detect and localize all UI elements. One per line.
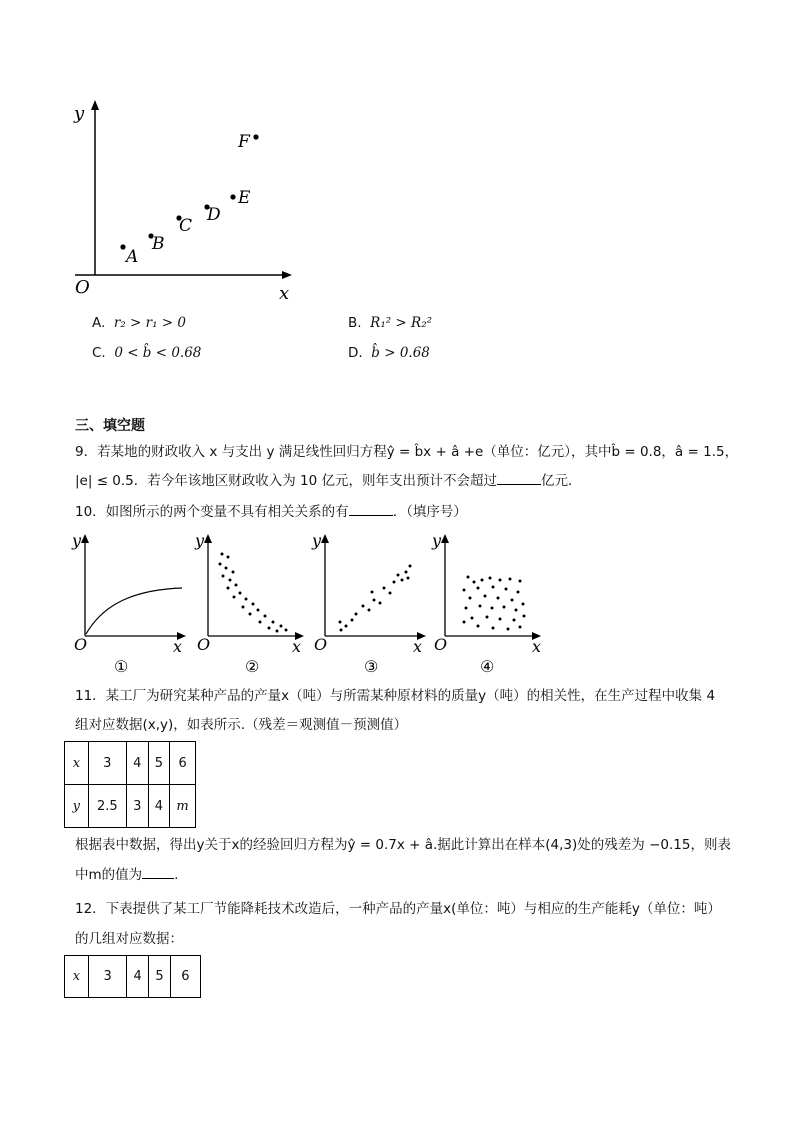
q11-answer-blank[interactable] [142,866,174,879]
q10-graph-4 [430,530,555,675]
table-cell: 6 [170,742,196,785]
table-cell: 6 [170,956,200,998]
q9-answer-blank[interactable] [497,472,541,485]
graph3-points [339,565,412,632]
origin-label: O [75,277,90,298]
q9-line1: 9．若某地的财政收入 x 与支出 y 满足线性回归方程ŷ = b̂x + â +e（单位：亿元），其中b̂ = 0.8，â = 1.5， [75,444,739,460]
graph4-origin: O [434,635,448,654]
q11-after-line1: 根据表中数据，得出y关于x的经验回归方程为ŷ = 0.7x + â.据此计算出在样本(4,3)处的残差为 −0.15，则表 [75,837,731,853]
point-f [253,134,258,139]
option-a[interactable]: A. r₂ > r₁ > 0 [92,315,186,331]
q12-table [64,955,201,998]
graph1-x-label: x [173,637,183,656]
q10-graph-2 [193,530,318,675]
table-cell: 5 [149,956,171,998]
point-b-label: B [152,234,165,254]
graph1-curve [86,588,182,634]
graph2-points [219,553,288,633]
q10-answer-blank[interactable] [349,503,393,516]
point-a [120,244,125,249]
graph2-origin: O [197,635,211,654]
table-cell: 4 [126,742,148,785]
q10-graph-3 [310,530,435,675]
section-title: 三、填空题 [75,418,145,434]
point-f-label: F [238,132,250,152]
graph3-origin: O [314,635,328,654]
x-axis-arrow [282,271,292,279]
q11-line1: 11．某工厂为研究某种产品的产量x（吨）与所需某种原材料的质量y（吨）的相关性，在生产过程中收集 4 [75,688,716,704]
table-cell: x [65,956,89,998]
graph3-number: ③ [364,657,379,675]
table-cell: 5 [148,742,170,785]
graph2-number: ② [245,657,260,675]
graph4-y-label: y [432,531,442,550]
y-axis-label: y [74,103,85,124]
graph4-number: ④ [480,657,495,675]
table-cell: 3 [126,785,148,828]
table-cell: m [170,785,196,828]
point-e [230,194,235,199]
option-b[interactable]: B. R₁² > R₂² [348,315,433,331]
graph2-y-label: y [195,531,205,550]
table-cell: y [65,785,89,828]
point-d-label: D [207,205,221,225]
top-scatter-figure [60,95,310,310]
q11-after-line2: 中m的值为 . [75,867,179,883]
q10-graph-1 [70,530,195,675]
table-cell: 4 [148,785,170,828]
graph2-x-label: x [292,637,302,656]
x-axis-label: x [279,283,290,304]
option-c[interactable]: C. 0 < b̂ < 0.68 [92,345,202,361]
point-e-label: E [238,188,251,208]
table-cell: 4 [127,956,149,998]
q12-line2: 的几组对应数据： [75,931,183,947]
q10-question: 10．如图所示的两个变量不具有相关关系的有 ．（填序号） [75,504,467,520]
q11-line2: 组对应数据(x,y)，如表所示.（残差＝观测值－预测值） [75,717,408,733]
graph4-x-label: x [532,637,542,656]
q12-line1: 12．下表提供了某工厂节能降耗技术改造后，一种产品的产量x(单位：吨）与相应的生产能耗y（单位：吨） [75,901,721,917]
point-a-label: A [126,247,139,267]
graph1-y-label: y [72,531,82,550]
graph4-points [463,576,526,631]
table-cell: 2.5 [88,785,126,828]
graph1-number: ① [114,657,129,675]
table-cell: 3 [88,742,126,785]
q12-table-row-x [65,956,201,998]
option-d[interactable]: D. b̂ > 0.68 [348,345,430,361]
q11-table [64,741,196,828]
q11-table-row-x [65,742,196,785]
graph3-x-label: x [413,637,423,656]
table-cell: 3 [88,956,126,998]
q11-table-row-y [65,785,196,828]
point-c-label: C [179,216,193,236]
y-axis-arrow [91,100,99,110]
q9-line2: |e| ≤ 0.5．若今年该地区财政收入为 10 亿元，则年支出预计不会超过 亿元． [75,473,582,489]
graph1-origin: O [74,635,88,654]
graph3-y-label: y [312,531,322,550]
table-cell: x [65,742,89,785]
